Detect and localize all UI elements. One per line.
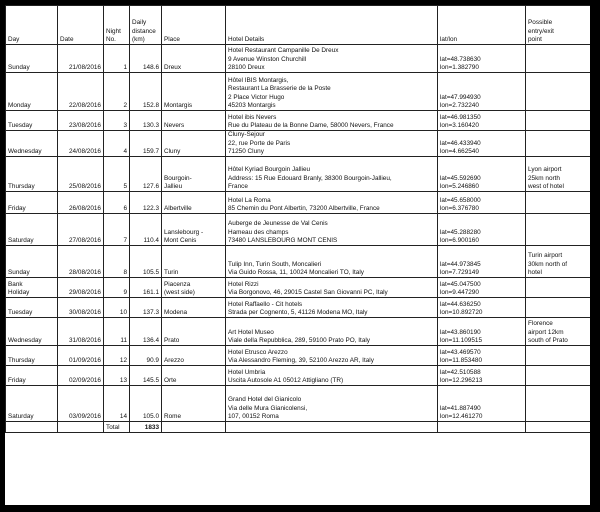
hotel-line: Hotel Etrusco Arezzo bbox=[228, 348, 288, 356]
hotel-line: Art Hotel Museo bbox=[228, 328, 274, 336]
latlon-cell bbox=[438, 366, 526, 386]
entry-cell bbox=[526, 111, 591, 131]
hotel-cell bbox=[226, 214, 438, 246]
latlon-cell bbox=[438, 45, 526, 73]
spreadsheet bbox=[5, 5, 590, 505]
latlon-cell bbox=[438, 386, 526, 422]
hotel-line: Viale della Repubblica, 289, 59100 Prato PO, Italy bbox=[228, 336, 370, 344]
place-line: Montargis bbox=[164, 101, 193, 109]
latlon-cell bbox=[438, 157, 526, 192]
hotel-line: 28100 Dreux bbox=[228, 63, 265, 71]
distance-cell: 159.7 bbox=[130, 131, 162, 157]
hotel-line: Uscita Autosole A1 05012 Attigliano (TR) bbox=[228, 376, 344, 384]
night-cell: 10 bbox=[104, 298, 130, 318]
distance-cell: 127.6 bbox=[130, 157, 162, 192]
table-row bbox=[6, 298, 591, 318]
lat-value: lat=43.860190 bbox=[440, 328, 481, 336]
latlon-cell bbox=[438, 73, 526, 111]
lat-value: lat=48.738630 bbox=[440, 55, 481, 63]
day-cell: Monday bbox=[6, 73, 58, 111]
lat-value: lat=45.592690 bbox=[440, 174, 481, 182]
entry-cell bbox=[526, 131, 591, 157]
place-line: Jallieu bbox=[164, 182, 183, 190]
latlon-cell bbox=[438, 131, 526, 157]
date-cell: 22/08/2016 bbox=[58, 73, 104, 111]
header-row bbox=[6, 6, 591, 45]
latlon-cell bbox=[438, 318, 526, 346]
place-line: Mont Cenis bbox=[164, 236, 197, 244]
hotel-line: Tulip Inn, Turin South, Moncalieri bbox=[228, 260, 322, 268]
date-cell: 28/08/2016 bbox=[58, 246, 104, 278]
latlon-cell bbox=[438, 214, 526, 246]
date-cell: 03/09/2016 bbox=[58, 386, 104, 422]
hotel-line: Via Alessandro Fleming, 39, 52100 Arezzo AR, Italy bbox=[228, 356, 374, 364]
header-entry bbox=[526, 6, 591, 45]
night-cell: 13 bbox=[104, 366, 130, 386]
hotel-cell bbox=[226, 318, 438, 346]
hotel-line: 107, 00152 Roma bbox=[228, 412, 279, 420]
total-empty-cell bbox=[526, 422, 591, 433]
header-entry-line: Possible bbox=[528, 19, 553, 27]
date-cell: 23/08/2016 bbox=[58, 111, 104, 131]
entry-cell bbox=[526, 386, 591, 422]
place-line: Nevers bbox=[164, 121, 185, 129]
table-row bbox=[6, 246, 591, 278]
entry-cell bbox=[526, 45, 591, 73]
hotel-line: Strada per Cognento, 5, 41126 Modena MO, Italy bbox=[228, 308, 368, 316]
entry-cell bbox=[526, 246, 591, 278]
date-cell: 21/08/2016 bbox=[58, 45, 104, 73]
distance-cell: 110.4 bbox=[130, 214, 162, 246]
place-cell bbox=[162, 192, 226, 214]
date-cell: 26/08/2016 bbox=[58, 192, 104, 214]
lon-value: lon=7.729149 bbox=[440, 268, 479, 276]
hotel-line: Hotel Umbria bbox=[228, 368, 266, 376]
night-cell: 12 bbox=[104, 346, 130, 366]
place-line: Lanslebourg - bbox=[164, 228, 204, 236]
total-empty-cell bbox=[6, 422, 58, 433]
hotel-line: Rue du Plateau de la Bonne Dame, 58000 Nevers, France bbox=[228, 121, 394, 129]
entry-line: airport 12km bbox=[528, 328, 564, 336]
hotel-line: 71250 Cluny bbox=[228, 147, 264, 155]
total-empty-cell bbox=[162, 422, 226, 433]
place-line: (west side) bbox=[164, 288, 195, 296]
hotel-line: Address: 15 Rue Edouard Branly, 38300 Bourgoin-Jallieu, bbox=[228, 174, 392, 182]
entry-line: Florence bbox=[528, 320, 553, 328]
hotel-line: Grand Hotel del Gianicolo bbox=[228, 396, 302, 404]
place-line: Modena bbox=[164, 308, 188, 316]
place-line: Arezzo bbox=[164, 356, 184, 364]
total-empty-cell bbox=[438, 422, 526, 433]
place-cell bbox=[162, 366, 226, 386]
hotel-line: Restaurant La Brasserie de la Poste bbox=[228, 85, 331, 93]
table-row bbox=[6, 318, 591, 346]
entry-cell bbox=[526, 318, 591, 346]
header-distance-line: distance bbox=[132, 27, 156, 35]
place-cell bbox=[162, 246, 226, 278]
distance-cell: 148.6 bbox=[130, 45, 162, 73]
lon-value: lon=6.900160 bbox=[440, 236, 479, 244]
distance-cell: 105.5 bbox=[130, 246, 162, 278]
night-cell: 2 bbox=[104, 73, 130, 111]
entry-line: hotel bbox=[528, 268, 542, 276]
lon-value: lon=1.382790 bbox=[440, 63, 479, 71]
entry-cell bbox=[526, 157, 591, 192]
lon-value: lon=11.109515 bbox=[440, 336, 482, 344]
total-row bbox=[6, 422, 591, 433]
hotel-line: 9 Avenue Winston Churchill bbox=[228, 55, 307, 63]
date-cell: 31/08/2016 bbox=[58, 318, 104, 346]
hotel-cell bbox=[226, 73, 438, 111]
place-line: Rome bbox=[164, 412, 182, 420]
hotel-line: Hotel ibis Nevers bbox=[228, 113, 277, 121]
day-cell: Friday bbox=[6, 366, 58, 386]
table-row bbox=[6, 131, 591, 157]
lat-value: lat=45.047500 bbox=[440, 280, 481, 288]
hotel-cell bbox=[226, 298, 438, 318]
day-line: Holiday bbox=[8, 288, 30, 296]
place-cell bbox=[162, 73, 226, 111]
distance-cell: 105.0 bbox=[130, 386, 162, 422]
place-cell bbox=[162, 298, 226, 318]
distance-cell: 90.9 bbox=[130, 346, 162, 366]
lat-value: lat=43.469570 bbox=[440, 348, 481, 356]
header-day: Day bbox=[6, 6, 58, 45]
latlon-cell bbox=[438, 278, 526, 298]
header-date: Date bbox=[58, 6, 104, 45]
place-line: Dreux bbox=[164, 63, 182, 71]
day-cell: Friday bbox=[6, 192, 58, 214]
hotel-line: Hôtel Kyriad Bourgoin Jallieu bbox=[228, 166, 311, 174]
hotel-line: Hotel Raffaello - Cit hotels bbox=[228, 300, 303, 308]
day-cell: Thursday bbox=[6, 157, 58, 192]
entry-line: Lyon airport bbox=[528, 166, 562, 174]
table-row bbox=[6, 45, 591, 73]
latlon-cell bbox=[438, 111, 526, 131]
day-cell: Thursday bbox=[6, 346, 58, 366]
night-cell: 7 bbox=[104, 214, 130, 246]
entry-line: Turin airport bbox=[528, 252, 563, 260]
date-cell: 27/08/2016 bbox=[58, 214, 104, 246]
distance-cell: 122.3 bbox=[130, 192, 162, 214]
day-cell: Sunday bbox=[6, 45, 58, 73]
header-latlon: lat/lon bbox=[438, 6, 526, 45]
total-empty-cell bbox=[58, 422, 104, 433]
hotel-line: 73480 LANSLEBOURG MONT CENIS bbox=[228, 236, 338, 244]
date-cell: 29/08/2016 bbox=[58, 278, 104, 298]
distance-cell: 137.3 bbox=[130, 298, 162, 318]
entry-line: south of Prato bbox=[528, 336, 568, 344]
place-cell bbox=[162, 386, 226, 422]
hotel-line: Hameau des champs bbox=[228, 228, 289, 236]
lat-value: lat=45.658000 bbox=[440, 196, 481, 204]
hotel-line: 22, rue Porte de Paris bbox=[228, 139, 291, 147]
day-cell: Saturday bbox=[6, 386, 58, 422]
place-cell bbox=[162, 111, 226, 131]
entry-line: 25km north bbox=[528, 174, 560, 182]
place-line: Cluny bbox=[164, 147, 181, 155]
hotel-cell bbox=[226, 45, 438, 73]
place-cell bbox=[162, 45, 226, 73]
hotel-line: Auberge de Jeunesse de Val Cenis bbox=[228, 220, 328, 228]
hotel-line: France bbox=[228, 182, 248, 190]
entry-line: west of hotel bbox=[528, 182, 564, 190]
latlon-cell bbox=[438, 246, 526, 278]
day-cell bbox=[6, 278, 58, 298]
place-line: Turin bbox=[164, 268, 179, 276]
lon-value: lon=4.662540 bbox=[440, 147, 479, 155]
latlon-cell bbox=[438, 346, 526, 366]
day-cell: Sunday bbox=[6, 246, 58, 278]
night-cell: 6 bbox=[104, 192, 130, 214]
place-cell bbox=[162, 278, 226, 298]
night-cell: 9 bbox=[104, 278, 130, 298]
distance-cell: 161.1 bbox=[130, 278, 162, 298]
entry-line: 30km north of bbox=[528, 260, 568, 268]
date-cell: 01/09/2016 bbox=[58, 346, 104, 366]
header-distance bbox=[130, 6, 162, 45]
lon-value: lon=3.160420 bbox=[440, 121, 479, 129]
entry-cell bbox=[526, 298, 591, 318]
distance-cell: 136.4 bbox=[130, 318, 162, 346]
header-distance-line: (km) bbox=[132, 35, 145, 43]
place-cell bbox=[162, 131, 226, 157]
place-line: Orte bbox=[164, 376, 177, 384]
lon-value: lon=5.246860 bbox=[440, 182, 479, 190]
entry-cell bbox=[526, 73, 591, 111]
hotel-line: Via Guido Rossa, 11, 10024 Moncalieri TO, Italy bbox=[228, 268, 364, 276]
header-distance-line: Daily bbox=[132, 19, 147, 27]
date-cell: 02/09/2016 bbox=[58, 366, 104, 386]
itinerary-table bbox=[5, 5, 590, 433]
date-cell: 25/08/2016 bbox=[58, 157, 104, 192]
place-cell bbox=[162, 318, 226, 346]
hotel-cell bbox=[226, 386, 438, 422]
lon-value: lon=2.732240 bbox=[440, 101, 479, 109]
latlon-cell bbox=[438, 298, 526, 318]
night-cell: 14 bbox=[104, 386, 130, 422]
hotel-line: Hotel Rizzi bbox=[228, 280, 259, 288]
table-row bbox=[6, 366, 591, 386]
total-label: Total bbox=[104, 422, 130, 433]
day-cell: Wednesday bbox=[6, 131, 58, 157]
header-entry-line: point bbox=[528, 35, 542, 43]
date-cell: 30/08/2016 bbox=[58, 298, 104, 318]
lat-value: lat=44.973845 bbox=[440, 260, 481, 268]
hotel-line: Hôtel IBIS Montargis, bbox=[228, 77, 289, 85]
lon-value: lon=10.892720 bbox=[440, 308, 483, 316]
hotel-line: Hotel La Roma bbox=[228, 196, 271, 204]
table-body bbox=[6, 45, 591, 422]
night-cell: 1 bbox=[104, 45, 130, 73]
distance-cell: 152.8 bbox=[130, 73, 162, 111]
table-row bbox=[6, 346, 591, 366]
hotel-cell bbox=[226, 346, 438, 366]
lon-value: lon=12.461270 bbox=[440, 412, 483, 420]
place-line: Prato bbox=[164, 336, 180, 344]
header-entry-line: entry/exit bbox=[528, 27, 554, 35]
day-cell: Wednesday bbox=[6, 318, 58, 346]
entry-cell bbox=[526, 278, 591, 298]
date-cell: 24/08/2016 bbox=[58, 131, 104, 157]
lat-value: lat=42.510588 bbox=[440, 368, 481, 376]
entry-cell bbox=[526, 366, 591, 386]
hotel-line: 85 Chemin du Pont Albertin, 73200 Albertville, France bbox=[228, 204, 380, 212]
place-line: Piacenza bbox=[164, 280, 191, 288]
hotel-line: 2 Place Victor Hugo bbox=[228, 93, 285, 101]
table-row bbox=[6, 214, 591, 246]
latlon-cell bbox=[438, 192, 526, 214]
table-row bbox=[6, 111, 591, 131]
lat-value: lat=46.981350 bbox=[440, 113, 481, 121]
place-line: Albertville bbox=[164, 204, 192, 212]
hotel-cell bbox=[226, 157, 438, 192]
hotel-cell bbox=[226, 111, 438, 131]
lat-value: lat=45.288280 bbox=[440, 228, 481, 236]
day-cell: Saturday bbox=[6, 214, 58, 246]
lon-value: lon=6.376780 bbox=[440, 204, 479, 212]
lat-value: lat=44.636250 bbox=[440, 300, 481, 308]
header-night-line: Night bbox=[106, 27, 121, 35]
header-place: Place bbox=[162, 6, 226, 45]
lon-value: lon=12.296213 bbox=[440, 376, 483, 384]
day-line: Bank bbox=[8, 280, 23, 288]
hotel-cell bbox=[226, 131, 438, 157]
hotel-cell bbox=[226, 246, 438, 278]
night-cell: 4 bbox=[104, 131, 130, 157]
day-cell: Tuesday bbox=[6, 111, 58, 131]
hotel-line: Hotel Restaurant Campanille De Dreux bbox=[228, 47, 339, 55]
distance-cell: 130.3 bbox=[130, 111, 162, 131]
entry-cell bbox=[526, 192, 591, 214]
hotel-cell bbox=[226, 278, 438, 298]
entry-cell bbox=[526, 346, 591, 366]
day-cell: Tuesday bbox=[6, 298, 58, 318]
table-row bbox=[6, 192, 591, 214]
header-night-line: No. bbox=[106, 35, 116, 43]
entry-cell bbox=[526, 214, 591, 246]
lat-value: lat=41.887490 bbox=[440, 404, 481, 412]
place-cell bbox=[162, 346, 226, 366]
hotel-cell bbox=[226, 366, 438, 386]
table-row bbox=[6, 73, 591, 111]
table-row bbox=[6, 157, 591, 192]
place-cell bbox=[162, 214, 226, 246]
place-cell bbox=[162, 157, 226, 192]
lat-value: lat=46.433940 bbox=[440, 139, 481, 147]
header-night bbox=[104, 6, 130, 45]
night-cell: 11 bbox=[104, 318, 130, 346]
night-cell: 8 bbox=[104, 246, 130, 278]
total-empty-cell bbox=[226, 422, 438, 433]
total-value: 1833 bbox=[130, 422, 162, 433]
hotel-line: Via delle Mura Gianicolensi, bbox=[228, 404, 308, 412]
night-cell: 5 bbox=[104, 157, 130, 192]
place-line: Bourgoin- bbox=[164, 174, 192, 182]
table-row bbox=[6, 278, 591, 298]
header-hotel: Hotel Details bbox=[226, 6, 438, 45]
lon-value: lon=9.447290 bbox=[440, 288, 479, 296]
hotel-line: 45203 Montargis bbox=[228, 101, 276, 109]
lon-value: lon=11.853480 bbox=[440, 356, 482, 364]
table-row bbox=[6, 386, 591, 422]
hotel-cell bbox=[226, 192, 438, 214]
lat-value: lat=47.994930 bbox=[440, 93, 481, 101]
hotel-line: Via Borgonovo, 46, 29015 Castel San Giovanni PC, Italy bbox=[228, 288, 388, 296]
distance-cell: 145.5 bbox=[130, 366, 162, 386]
hotel-line: Cluny-Sejour bbox=[228, 131, 265, 139]
night-cell: 3 bbox=[104, 111, 130, 131]
